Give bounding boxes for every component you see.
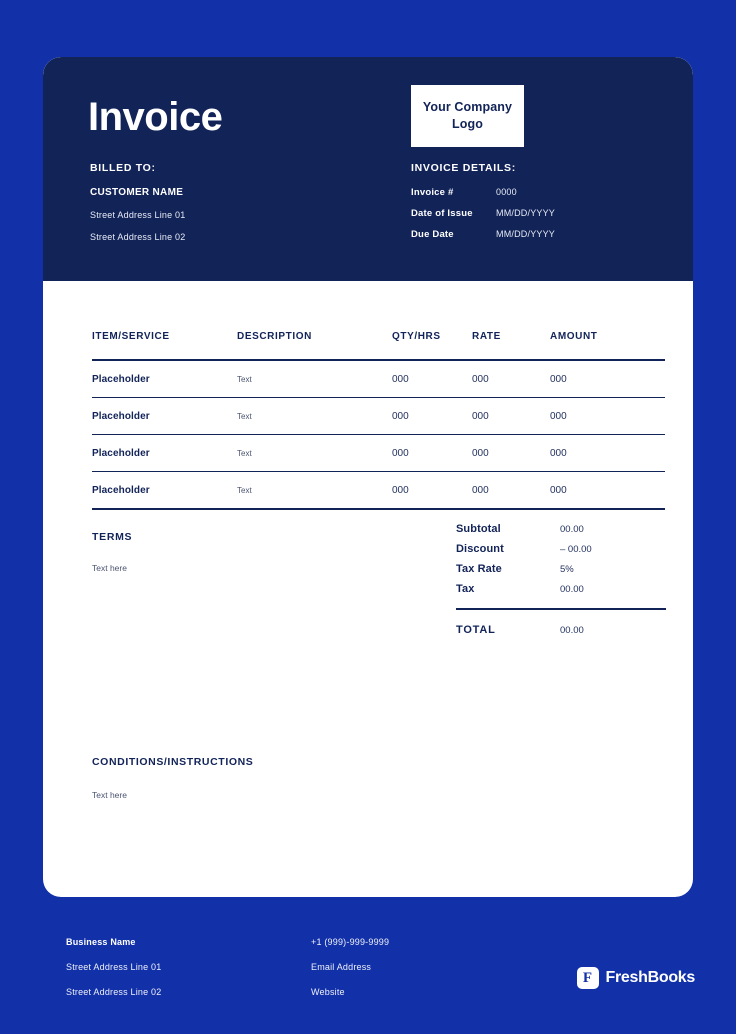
- date-of-issue-label: Date of Issue: [411, 208, 473, 219]
- table-bottom-rule: [92, 508, 665, 510]
- invoice-footer: [0, 920, 736, 1034]
- cell-qty: 000: [392, 410, 409, 422]
- tax-rate-value: 5%: [560, 564, 574, 575]
- table-header-row: [92, 331, 665, 359]
- invoice-details-label: INVOICE DETAILS:: [411, 162, 516, 174]
- discount-value: – 00.00: [560, 544, 592, 555]
- cell-rate: 000: [472, 447, 489, 459]
- billed-to-block: [90, 162, 185, 254]
- column-header-qty: QTY/HRS: [392, 331, 441, 342]
- subtotal-row: [456, 523, 666, 535]
- due-date-value: MM/DD/YYYY: [496, 229, 556, 239]
- footer-business-column: [66, 937, 161, 1012]
- totals-divider: [456, 608, 666, 610]
- footer-business-name: Business Name: [66, 937, 136, 947]
- customer-address-line-2: Street Address Line 02: [90, 232, 186, 242]
- table-row: [92, 471, 665, 508]
- tax-row: [456, 583, 666, 595]
- invoice-number-label: Invoice #: [411, 187, 454, 198]
- date-of-issue-row: [411, 208, 631, 219]
- invoice-header: [43, 57, 693, 281]
- table-row: [92, 434, 665, 471]
- cell-amount: 000: [550, 373, 567, 385]
- invoice-number-row: [411, 187, 631, 198]
- column-header-rate: RATE: [472, 331, 501, 342]
- total-label: TOTAL: [456, 624, 496, 636]
- tax-label: Tax: [456, 583, 475, 595]
- footer-website: Website: [311, 987, 345, 997]
- table-row: [92, 397, 665, 434]
- cell-item: Placeholder: [92, 447, 150, 459]
- line-items-table: [92, 331, 665, 510]
- freshbooks-logo: [577, 967, 695, 989]
- cell-description: Text: [237, 411, 252, 421]
- cell-amount: 000: [550, 410, 567, 422]
- subtotal-label: Subtotal: [456, 523, 501, 535]
- cell-item: Placeholder: [92, 373, 150, 385]
- footer-address-line-2: Street Address Line 02: [66, 987, 162, 997]
- date-of-issue-value: MM/DD/YYYY: [496, 208, 556, 218]
- footer-phone: +1 (999)-999-9999: [311, 937, 390, 947]
- cell-qty: 000: [392, 373, 409, 385]
- tax-value: 00.00: [560, 584, 584, 595]
- cell-rate: 000: [472, 410, 489, 422]
- column-header-description: DESCRIPTION: [237, 331, 312, 342]
- billed-to-label: BILLED TO:: [90, 162, 156, 174]
- cell-amount: 000: [550, 484, 567, 496]
- conditions-title: CONDITIONS/INSTRUCTIONS: [92, 756, 254, 768]
- terms-text: Text here: [92, 563, 127, 573]
- freshbooks-mark-icon: F: [577, 967, 599, 989]
- total-value: 00.00: [560, 625, 584, 636]
- column-header-amount: AMOUNT: [550, 331, 598, 342]
- discount-row: [456, 543, 666, 555]
- conditions-text: Text here: [92, 790, 127, 800]
- footer-address-line-1: Street Address Line 01: [66, 962, 162, 972]
- cell-item: Placeholder: [92, 410, 150, 422]
- terms-title: TERMS: [92, 531, 133, 543]
- due-date-row: [411, 229, 631, 240]
- cell-rate: 000: [472, 373, 489, 385]
- customer-address-line-1: Street Address Line 01: [90, 210, 186, 220]
- cell-rate: 000: [472, 484, 489, 496]
- cell-description: Text: [237, 448, 252, 458]
- discount-label: Discount: [456, 543, 504, 555]
- cell-qty: 000: [392, 447, 409, 459]
- footer-contact-column: [311, 937, 389, 1012]
- conditions-block: [92, 756, 492, 800]
- cell-description: Text: [237, 374, 252, 384]
- table-row: [92, 359, 665, 397]
- company-logo-placeholder: Your Company Logo: [411, 85, 524, 147]
- totals-block: [456, 523, 666, 644]
- cell-amount: 000: [550, 447, 567, 459]
- subtotal-value: 00.00: [560, 524, 584, 535]
- cell-description: Text: [237, 485, 252, 495]
- invoice-number-value: 0000: [496, 187, 517, 197]
- invoice-sheet: [43, 57, 693, 897]
- cell-qty: 000: [392, 484, 409, 496]
- cell-item: Placeholder: [92, 484, 150, 496]
- tax-rate-label: Tax Rate: [456, 563, 502, 575]
- total-row: [456, 624, 666, 636]
- column-header-item: ITEM/SERVICE: [92, 331, 170, 342]
- freshbooks-wordmark: FreshBooks: [605, 969, 695, 986]
- terms-block: [92, 531, 392, 573]
- page-title: Invoice: [88, 95, 223, 139]
- footer-email: Email Address: [311, 962, 372, 972]
- due-date-label: Due Date: [411, 229, 454, 240]
- customer-name: CUSTOMER NAME: [90, 187, 184, 198]
- invoice-details-block: [411, 162, 631, 250]
- tax-rate-row: [456, 563, 666, 575]
